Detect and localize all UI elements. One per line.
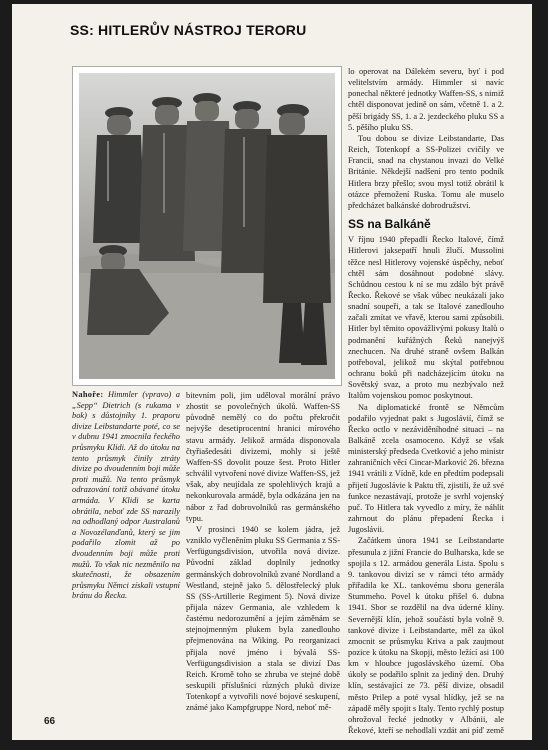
paragraph: Tou dobou se divize Leibstandarte, Das Reich, Totenkopf a SS-Polizei cvičily ve Francii, snad na chystanou invazi do Velké Británie. Někdejší nadšení pro tento podnik Hitlera brzy přešlo; svou mysl totiž obrátil k otázce přemožení Ruska. Tomu ale muselo předcházet balkánské dobrodružství. [348, 133, 504, 210]
running-header: SS: HITLERŮV NÁSTROJ TERORU [70, 22, 307, 38]
document-page [12, 4, 532, 747]
caption-text: Himmler (vpravo) a „Sepp“ Dietrich (s rukama v bok) s důstojníky 1. praporu divize Leibstandarte poté, co se v dubnu 1941 zmocnila řeckého průsmyku Klidi. Až do útoku na tento průsmyk činily ztráty divize po dvoudenním boji může proti mužů. Na tento průsmyk odrazování totiž obávané útoku armáda. V Klidi se karta obrátila, neboť zde SS narazily na odhodlaný odpor Australanů a Novozélanďanů, který se jim podařilo zlomit až po dvoudenním boji může proti mužů. To však nic nezměnilo na skutečnosti, že obsazením průsmyku Němci získali vstupní bránu do Řecka. [72, 390, 180, 601]
caption-label: Nahoře: [72, 390, 104, 399]
text-column-2 [186, 390, 340, 714]
section-heading: SS na Balkáně [348, 217, 431, 232]
page-number: 66 [44, 716, 56, 727]
paragraph: V prosinci 1940 se kolem jádra, jež vzniklo vyčleněním pluku SS Germania z SS-Verfügungsdivision, utvořila nová divize. Původní základ doplnily jednotky germánských dobrovolníků zvané Nordland a Westland, stejně jako 5. dělostřelecký pluk SS (SS-Artillerie Regiment 5). Nová divize přijala název Germania, ale vzhledem k častému nedorozumění a jejím záměnám se stejnojmenným plukem byla zanedlouho přejmenována na Wiking. Po reorganizaci přijala nové jméno i bývalá SS-Verfügungsdivision a stala se divizí Das Reich. Kromě toho se zhruba ve stejné době seskupili příslušníci různých pluků divize Totenkopf a vytvořili nové bojové seskupení, známé jako Kampfgruppe Nord, neboť mě- [186, 524, 340, 713]
photo-image [79, 73, 335, 379]
historical-photo [72, 66, 342, 386]
paragraph: V říjnu 1940 přepadli Řecko Italové, čímž Hitlerovi jaksepatří hnuli žlučí. Mussolini těžce nesl Hitlerovy vojenské úspěchy, neboť chtěl sám dosáhnout podobné slávy. Schůdnou cestou k ní se mu zdálo být právě Řecko. Řekové se však vůbec neukázali jako snadní soupeři, a tak se Italové zanedlouho začali zmítat ve vřavě, kterou sami způsobili. Hitler byl těmito opovážlivými pokusy Italů o podmanění kuřážných Řeků nanejvýš znechucen. Na druhé straně ovšem Balkán potřeboval, jelikož mu skýtal potřebnou ochranu boků při nadcházejícím útoku na Sovětský svaz, a proto mu nezbývalo než Italům vojenskou pomoc poskytnout. [348, 235, 504, 401]
text-column-3 [348, 66, 504, 747]
paragraph: lo operovat na Dálekém severu, byť i pod velitelstvím armády. Himmler si navíc ponechal některé jednotky Waffen-SS, s nimiž chtěl disponovat jedině on sám, včetně 1. a 2. pěší brigády SS, 1. a 2. jezdeckého pluku SS a 5. pěšího pluku SS. [348, 67, 504, 132]
paragraph: bitevním poli, jim uděloval morální právo zhostit se povolečných úkolů. Waffen-SS původně nemělý co do počtu překročit nejvýše desetiprocentní hranici mírového stavu armády. Jelikož armáda disponovala čtyřiašedesáti divizemi, mohly si ještě Waffen-SS dovolit pouze šest. Proto Hitler schválil vytvoření nové divize Waffen-SS, jež však, aby neujídala ze spolehlivých krajů a nekonkurovala armádě, byla odkázána jen na nábor z řad dobrovolníků ras germánského typu. [186, 391, 340, 523]
paragraph: Začátkem února 1941 se Leibstandarte přesunula z jižní Francie do Bulharska, kde se spojila s 12. armádou generála Lista. Spolu s 9. tankovou divizí se v rámci této armády přiřadila ke XL. tankovému sboru generála Stummeho. Povel k útoku přišel 6. dubna 1941. Sbor se rozdělil na dva úderné klíny. Severnější klín, jehož součástí byla volně 9. tankové divize i Leibstandarte, měl za úkol zmocnit se průsmyku Kriva a pak zaujmout pozice k útoku na Skopji, město ležící asi 100 km v hloubce jugoslávského území. Oba úkoly se podařilo splnit za jediný den. Druhý klín, sestávající ze 73. pěší divize, obsadil město Prilep a poté vysal hlídky, jež se na západě měly spojit s Italy. Tento rychlý postup ohrožoval řecké jednotky v Albánii, ale Řekové, kteří se nehodlali vzdát ani píď země ve pro- [348, 536, 504, 747]
photo-caption [72, 390, 180, 602]
paragraph: Na diplomatické frontě se Němcům podařilo vyjednat pakt s Jugoslávií, čímž se Řecko octlo v nezáviděníhodné situaci – na Balkáně zcela osamoceno. Když se však ministerský předseda Cvetković a jeho ministr zahraničních věcí Cincar-Marković 26. března 1941 vrátili z Vídně, kde en předtím podepsali přijetí Jugoslávie k Paktu tří, zjistili, že už své funkce nezastávají, protože je svrhl vojenský puč. To Hitlera tak vyvedlo z míry, že náhlit zahrnout do plánu přepadení Řecka i Jugoslávii. [348, 402, 504, 535]
